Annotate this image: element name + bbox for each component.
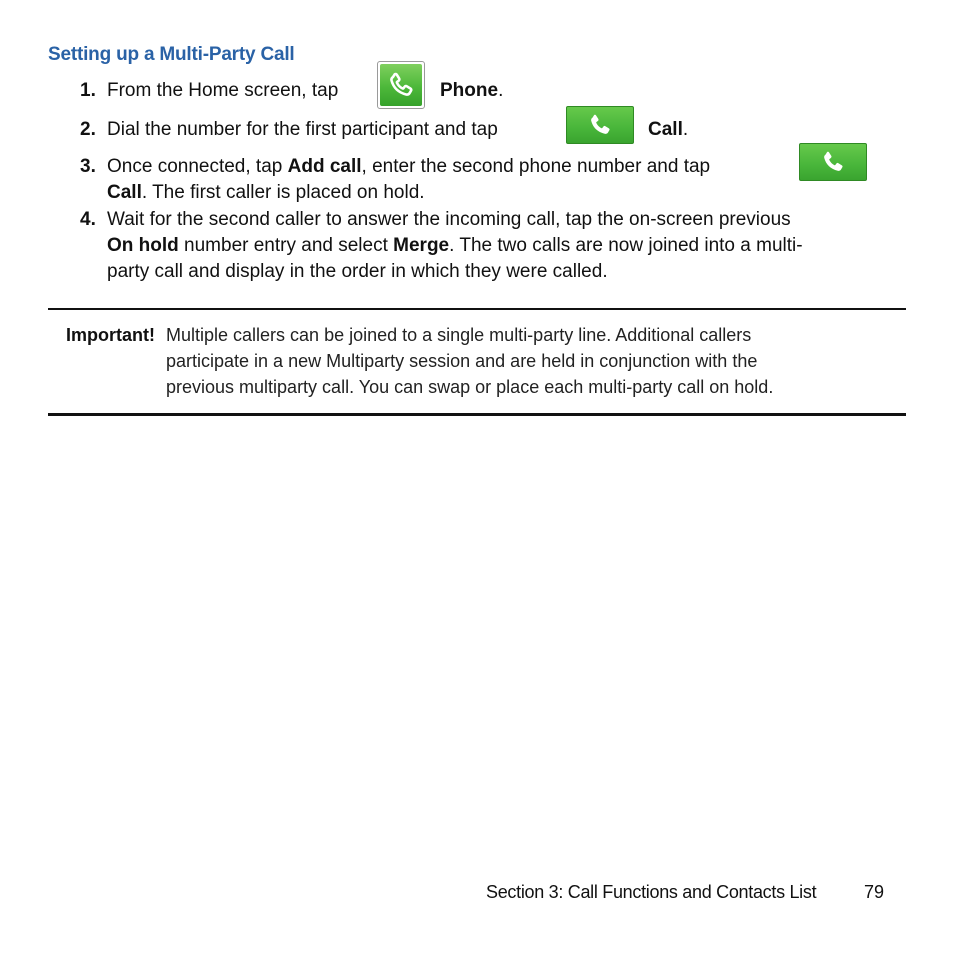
phone-label: Phone [440, 80, 499, 101]
step-text: Dial the number for the first participant and tap [107, 119, 498, 140]
call-label: Call [648, 119, 683, 140]
important-label: Important! [66, 325, 155, 345]
section-heading: Setting up a Multi-Party Call [48, 44, 295, 65]
step-text: From the Home screen, tap [107, 80, 339, 101]
divider-top [48, 308, 906, 310]
add-call-label: Add call [287, 156, 362, 177]
step-number: 4. [80, 209, 96, 230]
step-number: 2. [80, 119, 96, 140]
page-number: 79 [864, 882, 885, 902]
call-button-icon[interactable] [799, 143, 867, 181]
step-number: 3. [80, 156, 96, 177]
footer-section-title: Section 3: Call Functions and Contacts List [486, 882, 817, 902]
call-label: Call [107, 182, 142, 203]
call-button-icon[interactable] [566, 106, 634, 144]
step-number: 1. [80, 80, 96, 101]
merge-label: Merge [393, 235, 450, 256]
on-hold-label: On hold [107, 235, 179, 256]
phone-app-icon[interactable] [377, 61, 425, 109]
divider-bottom [48, 413, 906, 416]
